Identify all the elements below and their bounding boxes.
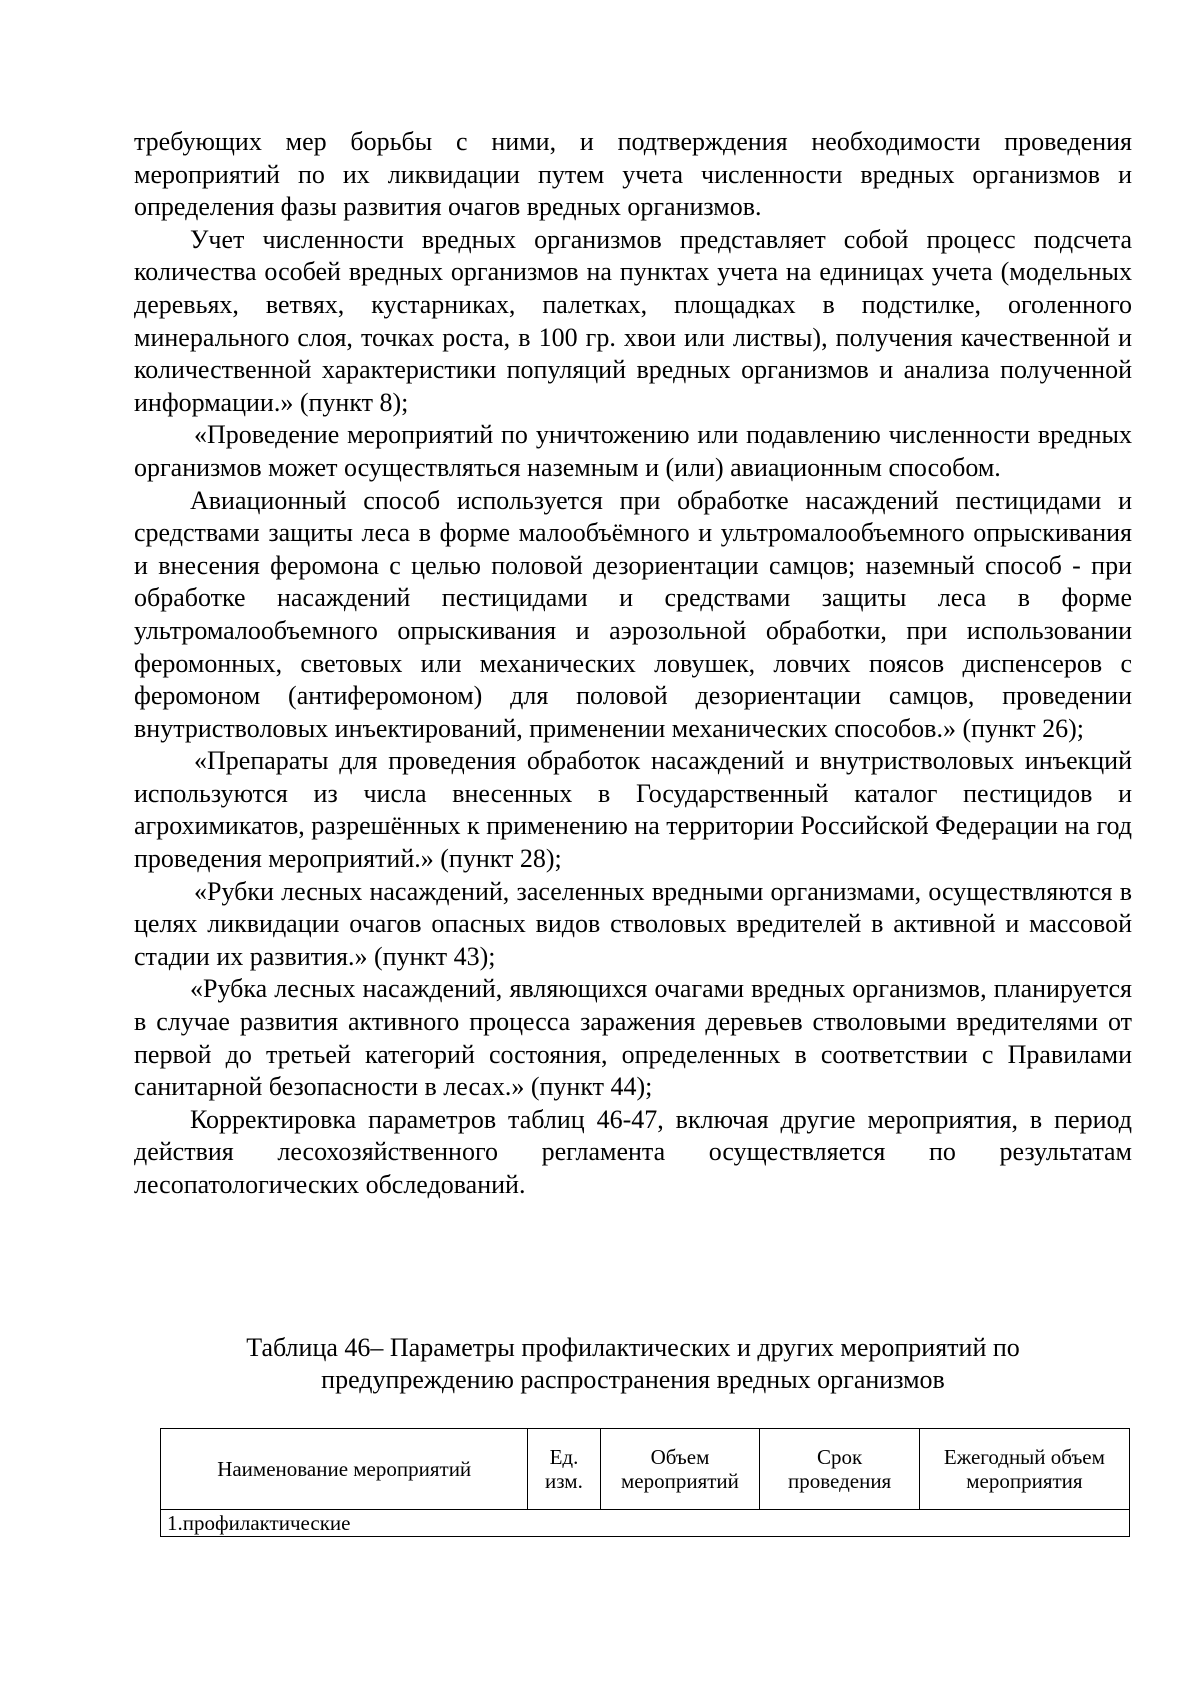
- header-name: Наименование мероприятий: [161, 1429, 528, 1510]
- table-caption-line-1: Таблица 46– Параметры профилактических и других мероприятий по: [246, 1333, 1020, 1362]
- paragraph-felling: «Рубки лесных насаждений, заселенных вредными организмами, осуществляются в целях ликвидации очагов опасных видов стволовых вредителей в активной и массовой стадии их развития.» (пункт 43);: [134, 876, 1132, 971]
- document-body: [134, 126, 1132, 1202]
- header-term: Срок проведения: [760, 1429, 919, 1510]
- paragraph-control-methods: «Проведение мероприятий по уничтожению или подавлению численности вредных организмов может осуществляться наземным и (или) авиационным способом.: [134, 420, 1132, 482]
- paragraph-preparations: «Препараты для проведения обработок насаждений и внутристволовых инъекций используются из числа внесенных в Государственный каталог пестицидов и агрохимикатов, разрешённых к применению на территории Российской Федерации на год проведения мероприятий.» (пункт 28);: [134, 746, 1132, 874]
- paragraph-continuation: требующих мер борьбы с ними, и подтверждения необходимости проведения мероприятий по их ликвидации путем учета численности вредных организмов и определения фазы развития очагов вредных организмов.: [134, 127, 1132, 222]
- measures-table: [160, 1428, 1130, 1537]
- paragraph-pest-count: Учет численности вредных организмов представляет собой процесс подсчета количества особей вредных организмов на пунктах учета на единицах учета (модельных деревьях, ветвях, кустарниках, палетках, площадках в подстилке, оголенного минерального слоя, точках роста, в 100 гр. хвои или листвы), получения качественной и количественной характеристики популяций вредных организмов и анализа полученной информации.» (пункт 8);: [134, 224, 1132, 417]
- table-caption-line-2: предупреждению распространения вредных организмов: [321, 1365, 945, 1394]
- paragraph-felling-planning: «Рубка лесных насаждений, являющихся очагами вредных организмов, планируется в случае развития активного процесса заражения деревьев стволовыми вредителями от первой до третьей категорий состояния, определенных в соответствии с Правилами санитарной безопасности в лесах.» (пункт 44);: [134, 974, 1132, 1102]
- table-caption: [134, 1332, 1132, 1396]
- paragraph-aviation-method: Авиационный способ используется при обработке насаждений пестицидами и средствами защиты леса в форме малообъёмного и ультромалообъемного опрыскивания и внесения феромона с целью половой дезориентации самцов; наземный способ - при обработке насаждений пестицидами и средствами защиты леса в форме ультромалообъемного опрыскивания и аэрозольной обработки, при использовании феромонных, световых или механических ловушек, ловчих поясов диспенсеров с феромоном (антиферомоном) для половой дезориентации самцов, проведении внутристволовых инъектирований, применении механических способов.» (пункт 26);: [134, 485, 1132, 743]
- section-row-preventive: 1.профилактические: [161, 1510, 1130, 1537]
- paragraph-correction: Корректировка параметров таблиц 46-47, включая другие мероприятия, в период действия лесохозяйственного регламента осуществляется по результатам лесопатологических обследований.: [134, 1104, 1132, 1199]
- header-annual: Ежегодный объем мероприятия: [919, 1429, 1129, 1510]
- table-row: [161, 1510, 1130, 1537]
- header-volume: Объем мероприятий: [600, 1429, 760, 1510]
- header-unit: Ед. изм.: [528, 1429, 600, 1510]
- table-header-row: [161, 1429, 1130, 1510]
